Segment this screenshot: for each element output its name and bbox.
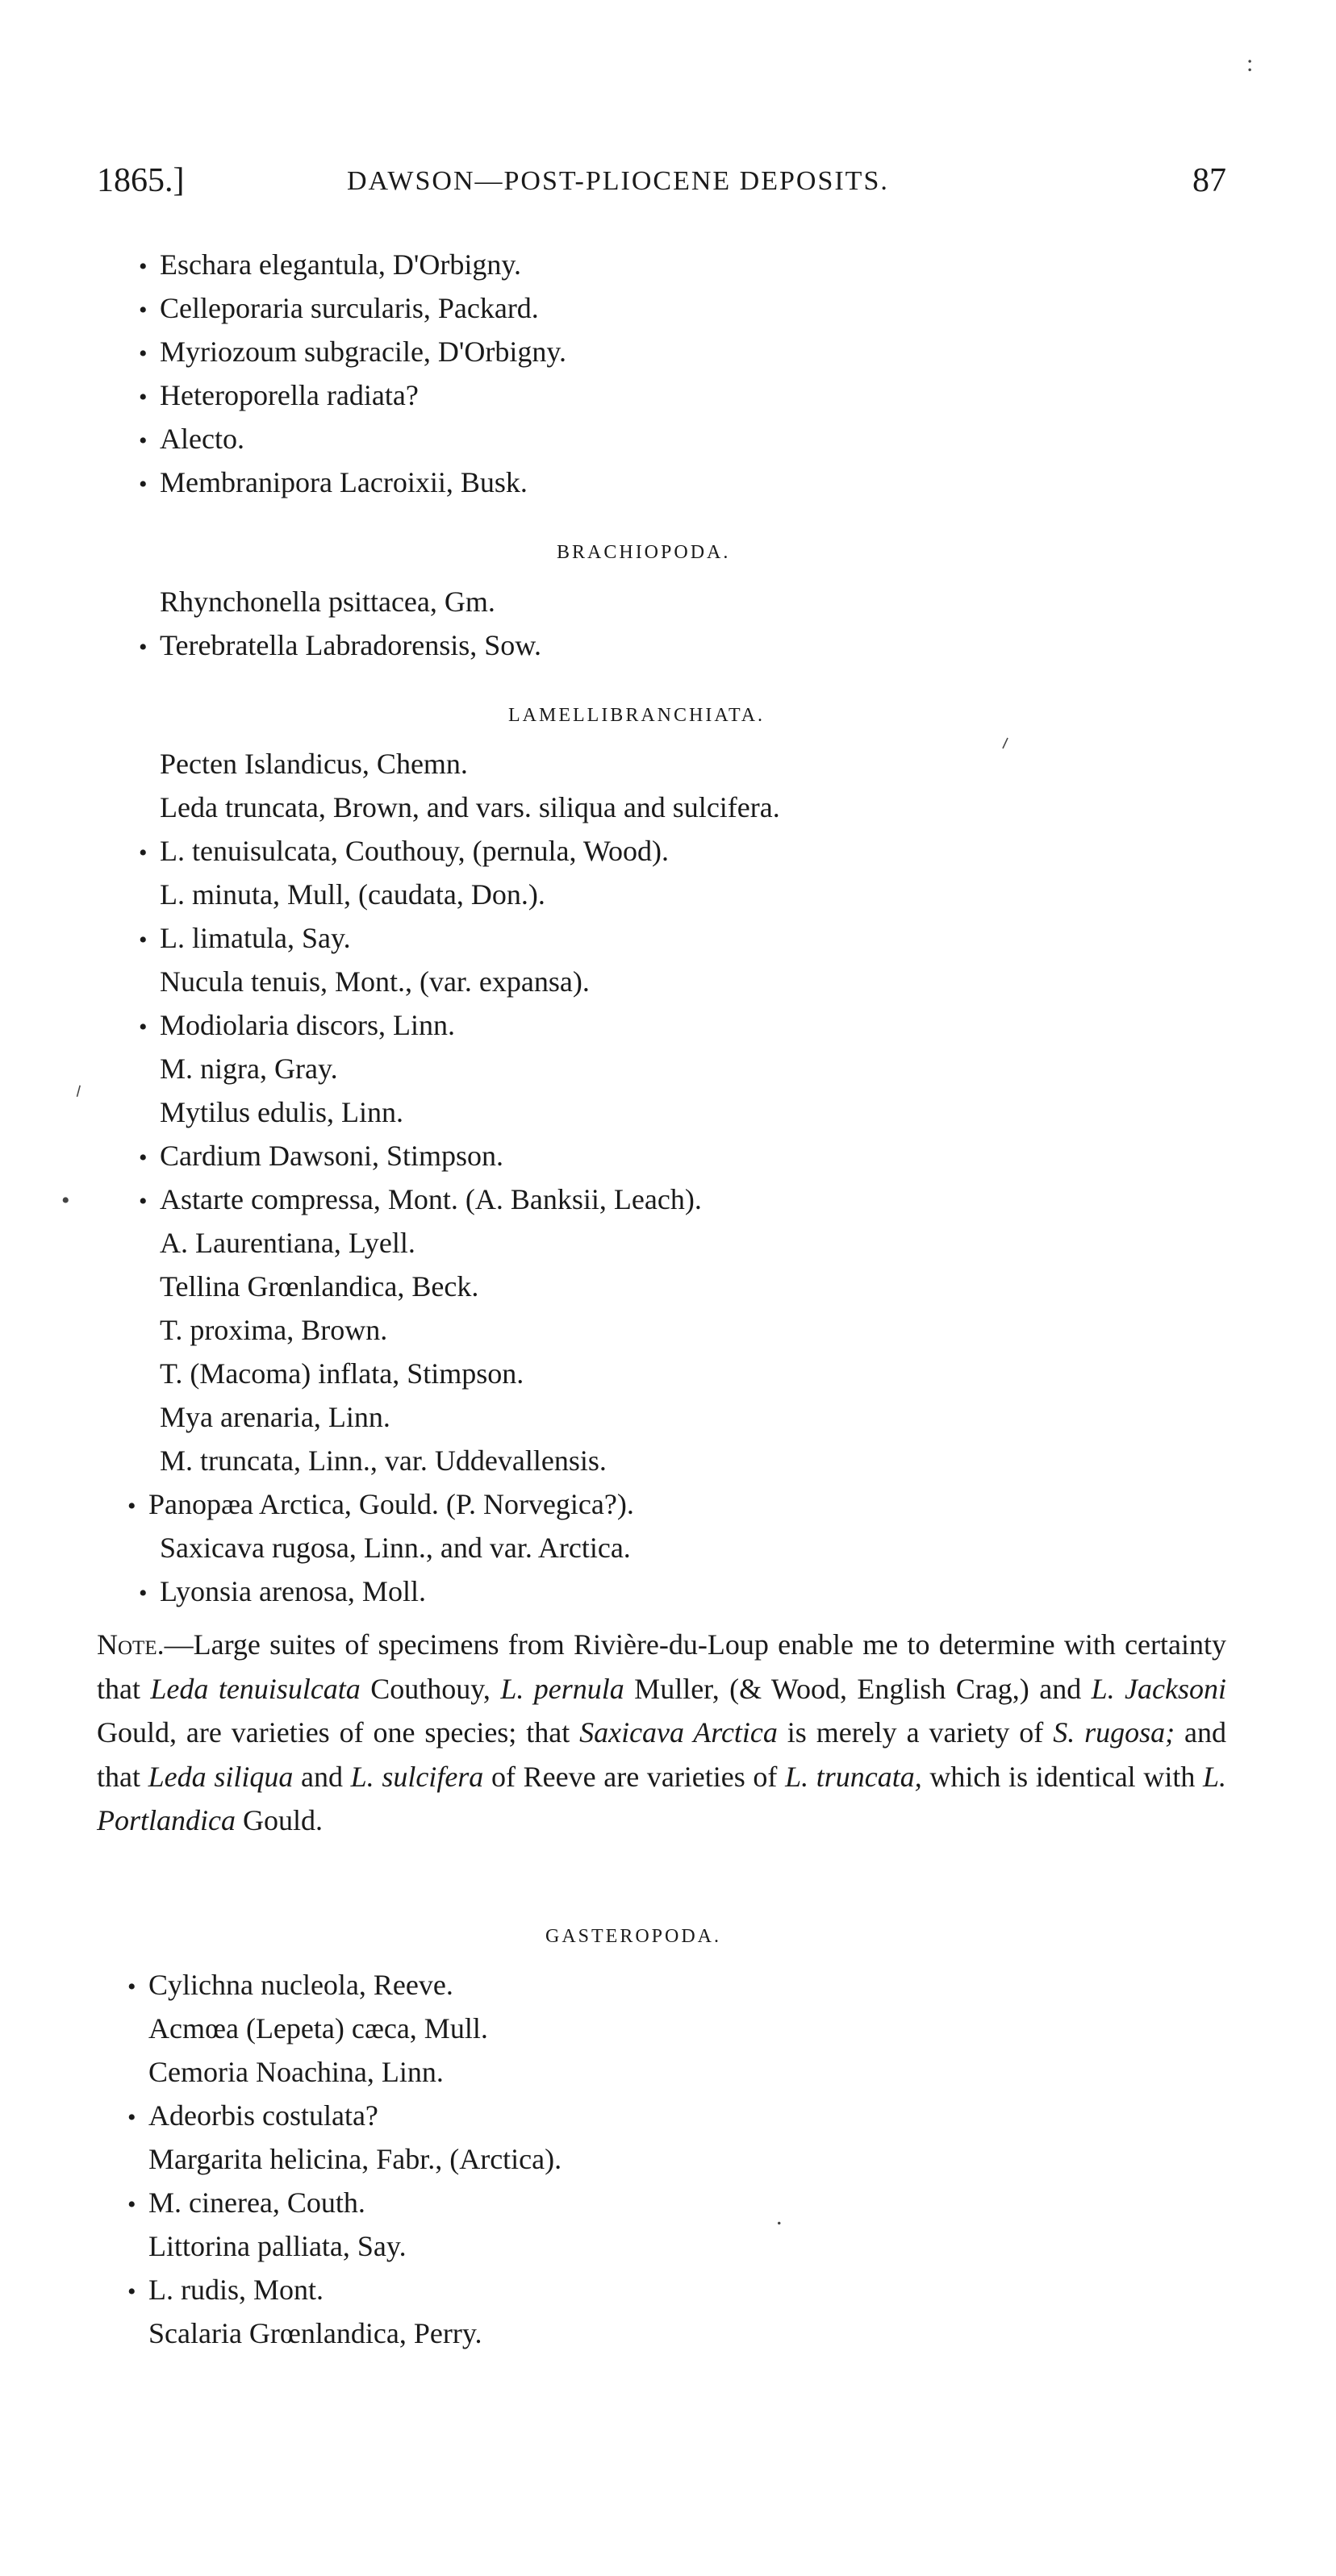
species-name: Modiolaria discors, Linn. <box>160 1009 455 1041</box>
note-species: Leda tenuisulcata <box>150 1672 361 1705</box>
bullet-marker: • <box>127 2191 136 2218</box>
species-name: Lyonsia arenosa, Moll. <box>160 1575 426 1607</box>
bullet-marker: • <box>139 340 148 367</box>
bullet-marker: • <box>139 927 148 953</box>
list-item <box>127 2142 562 2176</box>
header-year: 1865.] <box>97 162 185 199</box>
section-heading-gasteropoda: GASTEROPODA. <box>545 1926 722 1947</box>
list-item <box>139 965 590 998</box>
list-item <box>139 291 539 325</box>
list-item <box>139 1226 415 1260</box>
bullet-marker: • <box>139 471 148 498</box>
scan-mark: ⸍ <box>996 733 1017 763</box>
species-name: Pecten Islandicus, Chemn. <box>160 748 468 780</box>
bullet-marker: • <box>127 2104 136 2131</box>
species-name: M. nigra, Gray. <box>160 1052 338 1085</box>
species-name: Rhynchonella psittacea, Gm. <box>160 586 495 618</box>
list-item <box>139 921 351 955</box>
list-item <box>139 1313 387 1347</box>
list-item <box>139 1182 702 1216</box>
species-name: Acmœa (Lepeta) cæca, Mull. <box>148 2012 488 2045</box>
note-species: L. sulcifera <box>350 1760 484 1793</box>
species-name: Membranipora Lacroixii, Busk. <box>160 466 528 498</box>
species-name: M. truncata, Linn., var. Uddevallensis. <box>160 1444 607 1477</box>
bullet-marker: • <box>139 1580 148 1607</box>
species-name: L. rudis, Mont. <box>148 2274 324 2306</box>
note-species: L. pernula <box>500 1672 624 1705</box>
note-text: Gould, are varieties of one species; that <box>97 1716 580 1749</box>
list-item <box>139 1269 478 1303</box>
bullet-marker: • <box>127 1974 136 2000</box>
species-name: Cylichna nucleola, Reeve. <box>148 1969 453 2001</box>
list-item <box>139 585 495 619</box>
species-name: Heteroporella radiata? <box>160 379 419 411</box>
species-name: Celleporaria surcularis, Packard. <box>160 292 539 324</box>
bullet-marker: • <box>139 253 148 280</box>
list-item <box>127 2011 488 2045</box>
note-text: of Reeve are varieties of <box>483 1760 786 1793</box>
note-species: Saxicava Arctica <box>579 1716 778 1749</box>
bullet-marker: • <box>139 297 148 323</box>
list-item <box>127 1968 453 2002</box>
species-name: T. proxima, Brown. <box>160 1314 388 1346</box>
section-heading-brachiopoda: BRACHIOPODA. <box>557 542 731 563</box>
species-name: T. (Macoma) inflata, Stimpson. <box>160 1357 524 1390</box>
note-text: which is identical with <box>921 1760 1203 1793</box>
note-text: Couthouy, <box>360 1672 501 1705</box>
species-name: Scalaria Grœnlandica, Perry. <box>148 2317 482 2349</box>
species-name: L. limatula, Say. <box>160 922 351 954</box>
list-item <box>139 422 244 456</box>
list-item <box>139 790 780 824</box>
bullet-marker: • <box>127 1493 136 1519</box>
bullet-marker: • <box>139 427 148 454</box>
bullet-marker: • <box>139 1014 148 1040</box>
list-item <box>139 628 541 662</box>
species-name: Cardium Dawsoni, Stimpson. <box>160 1140 504 1172</box>
species-name: Mytilus edulis, Linn. <box>160 1096 404 1128</box>
list-item <box>139 834 669 868</box>
section-heading-lamellibranchiata: LAMELLIBRANCHIATA. <box>508 705 766 726</box>
note-text: and that <box>97 1716 1226 1793</box>
species-name: Astarte compressa, Mont. (A. Banksii, Leach). <box>160 1183 702 1215</box>
species-name: Panopæa Arctica, Gould. (P. Norvegica?). <box>148 1488 634 1520</box>
species-name: Saxicava rugosa, Linn., and var. Arctica. <box>160 1532 631 1564</box>
note-label: Note. <box>97 1628 165 1661</box>
note-text: Gould. <box>235 1804 323 1836</box>
species-name: Littorina palliata, Say. <box>148 2230 407 2262</box>
note-species: L. Portlandica <box>97 1760 1227 1836</box>
list-item <box>127 2229 407 2263</box>
list-item <box>127 2186 365 2220</box>
scan-mark: • <box>61 1187 70 1214</box>
species-name: L. minuta, Mull, (caudata, Don.). <box>160 878 545 911</box>
species-name: Mya arenaria, Linn. <box>160 1401 390 1433</box>
bullet-marker: • <box>127 2278 136 2305</box>
bullet-marker: • <box>139 384 148 411</box>
list-item <box>139 1400 390 1434</box>
list-item <box>139 1139 503 1173</box>
note-species: L. truncata, <box>785 1760 922 1793</box>
note-paragraph <box>97 1623 1226 1843</box>
species-name: M. cinerea, Couth. <box>148 2186 365 2219</box>
list-item <box>139 1095 403 1129</box>
species-name: Alecto. <box>160 423 244 455</box>
bullet-marker: • <box>139 1188 148 1215</box>
species-name: A. Laurentiana, Lyell. <box>160 1227 415 1259</box>
list-item <box>127 1487 634 1521</box>
list-item <box>139 1444 607 1478</box>
scan-mark: ⸍ <box>69 1081 94 1111</box>
species-name: Terebratella Labradorensis, Sow. <box>160 629 541 661</box>
page-number: 87 <box>1192 162 1226 199</box>
list-item <box>139 378 419 412</box>
list-item <box>139 1357 524 1390</box>
list-item <box>139 1531 631 1565</box>
list-item <box>139 1052 338 1086</box>
list-item <box>139 1574 426 1608</box>
species-name: Myriozoum subgracile, D'Orbigny. <box>160 336 567 368</box>
species-name: Cemoria Noachina, Linn. <box>148 2056 444 2088</box>
list-item <box>139 747 468 781</box>
list-item <box>139 335 566 369</box>
species-name: Tellina Grœnlandica, Beck. <box>160 1270 479 1303</box>
species-name: Nucula tenuis, Mont., (var. expansa). <box>160 965 590 998</box>
bullet-marker: • <box>139 1144 148 1171</box>
species-name: Leda truncata, Brown, and vars. siliqua and sulcifera. <box>160 791 780 823</box>
scan-mark: : <box>1246 50 1254 77</box>
species-name: L. tenuisulcata, Couthouy, (pernula, Wood). <box>160 835 669 867</box>
page-header <box>97 161 1226 210</box>
note-text: —Large suites of specimens from Rivière-du-Loup enable me to determine with certainty that <box>97 1628 1226 1705</box>
list-item <box>127 2099 378 2132</box>
bullet-marker: • <box>139 634 148 661</box>
species-name: Eschara elegantula, D'Orbigny. <box>160 248 521 281</box>
note-text: Muller, (& Wood, English Crag,) and <box>624 1672 1092 1705</box>
note-text: and <box>293 1760 351 1793</box>
note-text: is merely a variety of <box>777 1716 1054 1749</box>
scan-mark: . <box>776 2203 783 2230</box>
list-item <box>139 1008 455 1042</box>
list-item <box>139 877 545 911</box>
note-species: S. rugosa; <box>1053 1716 1175 1749</box>
list-item <box>127 2273 324 2307</box>
list-item <box>127 2055 444 2089</box>
species-name: Adeorbis costulata? <box>148 2099 378 2132</box>
list-item <box>139 465 528 499</box>
running-title: DAWSON—POST-PLIOCENE DEPOSITS. <box>347 166 889 196</box>
bullet-marker: • <box>139 840 148 866</box>
list-item <box>127 2316 482 2350</box>
note-species: Leda siliqua <box>148 1760 294 1793</box>
note-species: L. Jacksoni <box>1091 1672 1226 1705</box>
species-name: Margarita helicina, Fabr., (Arctica). <box>148 2143 562 2175</box>
list-item <box>139 248 521 281</box>
